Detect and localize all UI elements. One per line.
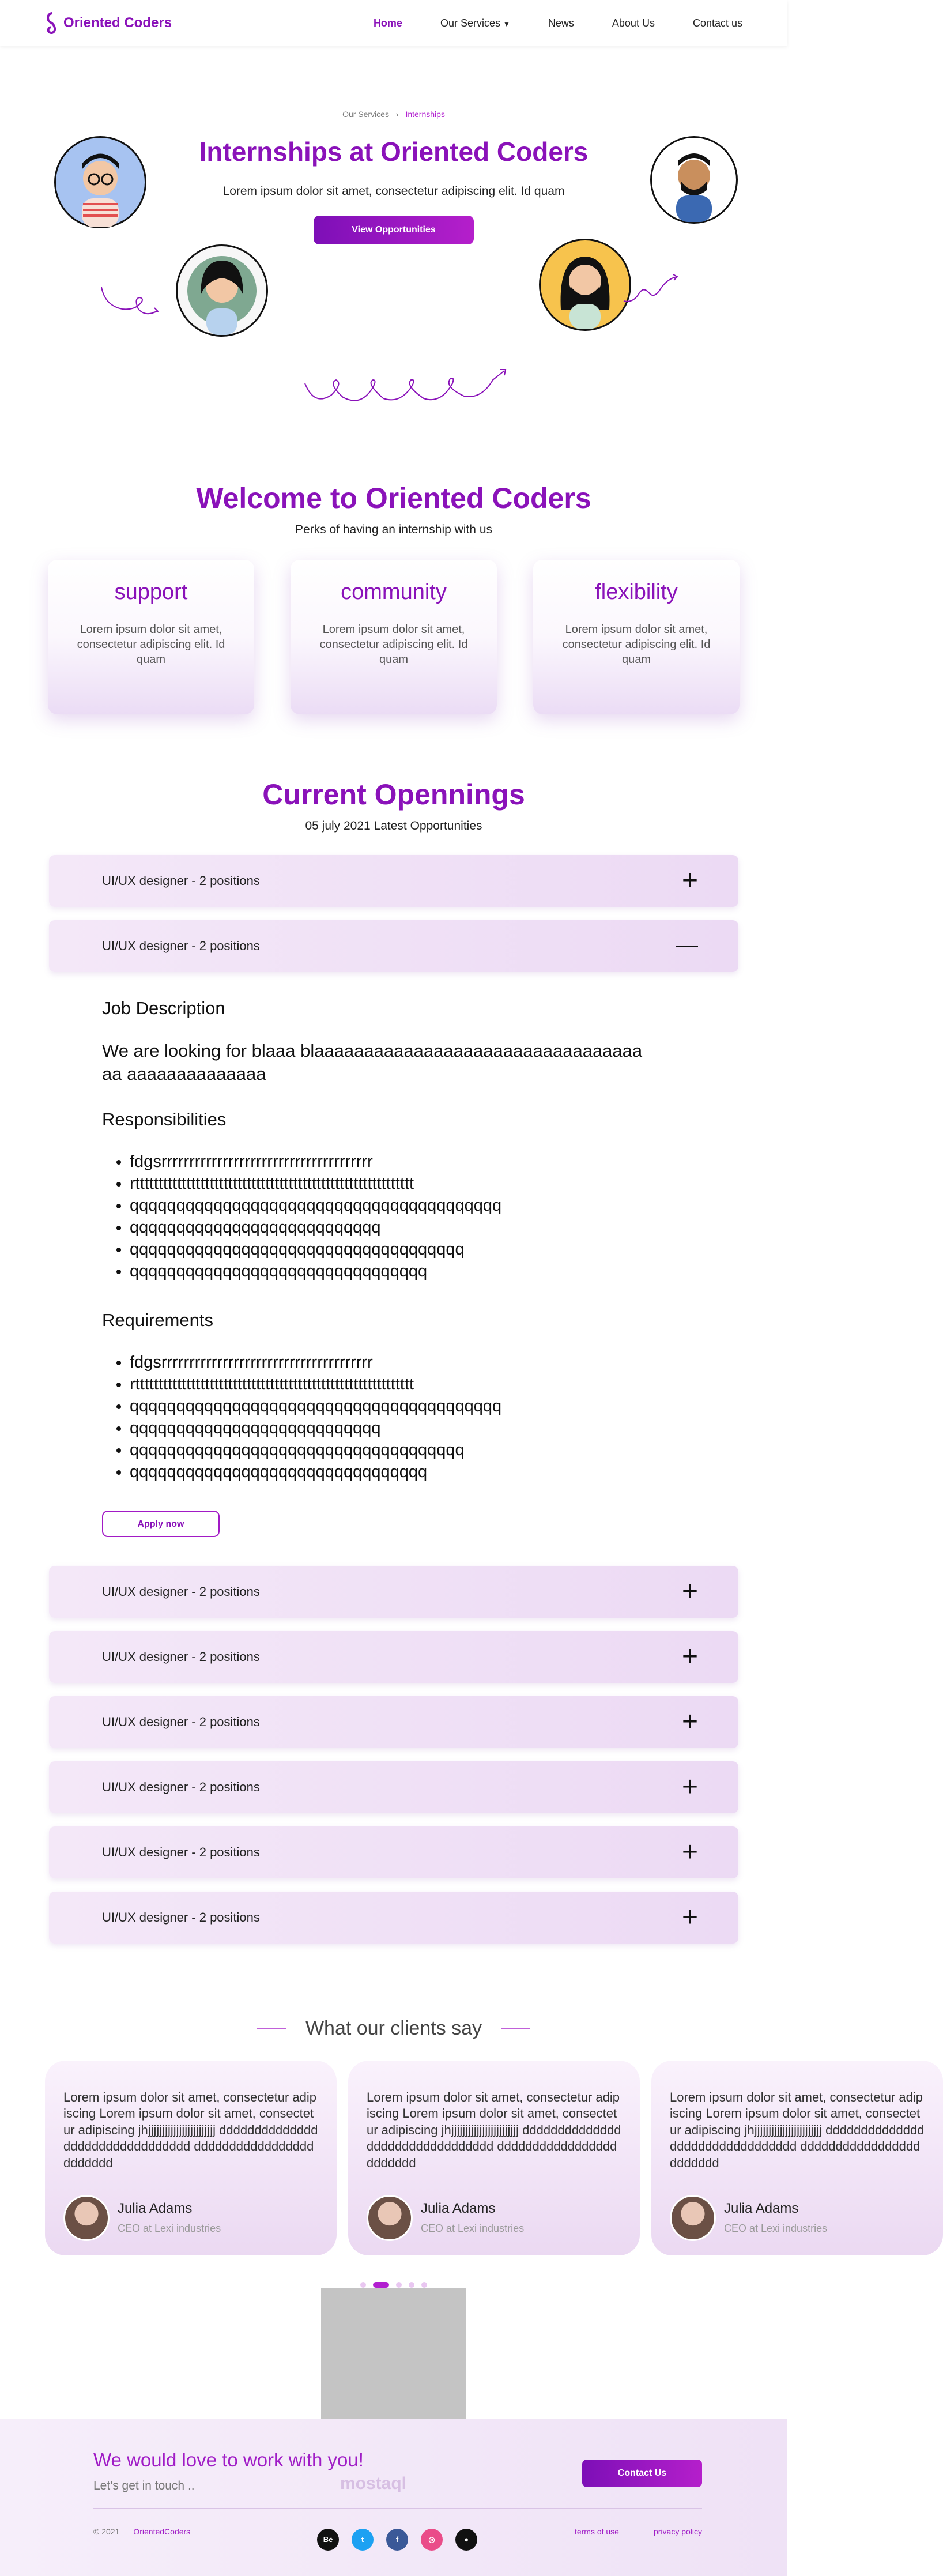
perk-card-title: support xyxy=(114,580,188,604)
hero-section xyxy=(0,46,787,415)
testimonial-card xyxy=(45,2061,337,2255)
breadcrumb-current: Internships xyxy=(405,110,445,119)
footer-subtext: Let's get in touch .. xyxy=(93,2479,195,2492)
accordion-item[interactable] xyxy=(49,1566,738,1618)
accordion-item-label: UI/UX designer - 2 positions xyxy=(102,1779,260,1794)
accordion-item-label: UI/UX designer - 2 positions xyxy=(102,1584,260,1599)
accordion-item[interactable] xyxy=(49,1761,738,1813)
avatar xyxy=(367,2195,413,2241)
testimonial-author xyxy=(670,2195,925,2241)
terms-link[interactable]: terms of use xyxy=(574,2526,619,2536)
plus-icon[interactable]: + xyxy=(681,1576,698,1607)
carousel-dots xyxy=(0,2282,787,2288)
avatar-illustration-2 xyxy=(176,244,268,337)
testimonial-author xyxy=(367,2195,621,2241)
list-item: • rtttttttttttttttttttttttttttttttttttttttttttttttttttttttttttt xyxy=(130,1373,738,1395)
testimonials-title xyxy=(257,2017,530,2040)
author-role: CEO at Lexi industries xyxy=(421,2223,525,2235)
logo-icon xyxy=(45,12,60,34)
perk-card-support xyxy=(48,560,254,714)
openings-subtitle: 05 july 2021 Latest Opportunities xyxy=(305,819,482,833)
plus-icon[interactable]: + xyxy=(681,1771,698,1802)
image-placeholder xyxy=(321,2288,466,2420)
perk-card-community xyxy=(291,560,497,714)
author-name: Julia Adams xyxy=(118,2201,193,2217)
accordion-item[interactable] xyxy=(49,1826,738,1878)
testimonial-card xyxy=(348,2061,640,2255)
testimonial-text: Lorem ipsum dolor sit amet, consectetur adipiscing Lorem ipsum dolor sit amet, consectetur adipiscing jhjjjjjjjjjjjjjjjjjjjjjjjj dddddddddddddddddddddddddddddddd dddddddddddddddddddddddd xyxy=(670,2089,925,2170)
avatar-illustration-4 xyxy=(650,136,738,224)
accordion-item-label: UI/UX designer - 2 positions xyxy=(102,1844,260,1859)
top-nav xyxy=(0,0,787,46)
accordion-item[interactable] xyxy=(49,1696,738,1748)
social-links xyxy=(317,2529,477,2551)
accordion-item[interactable] xyxy=(49,1631,738,1683)
avatar-illustration-1 xyxy=(54,136,146,228)
accordion-item-label: UI/UX designer - 2 positions xyxy=(102,1714,260,1729)
plus-icon[interactable]: + xyxy=(681,865,698,896)
carousel-dot[interactable] xyxy=(396,2282,402,2288)
privacy-link[interactable]: privacy policy xyxy=(653,2526,702,2536)
list-item: • qqqqqqqqqqqqqqqqqqqqqqqqqqq xyxy=(130,1417,738,1439)
testimonial-card xyxy=(651,2061,943,2255)
nav-about-us[interactable]: About Us xyxy=(612,17,655,29)
list-item: • qqqqqqqqqqqqqqqqqqqqqqqqqqqqqqqqqqqqqqqq xyxy=(130,1195,738,1217)
job-description-heading: Job Description xyxy=(102,998,225,1018)
plus-icon[interactable]: + xyxy=(681,1836,698,1867)
divider xyxy=(257,2028,286,2029)
brand-name: Oriented Coders xyxy=(63,15,172,31)
copyright: © 2021 xyxy=(93,2526,120,2536)
accordion-item-label: UI/UX designer - 2 positions xyxy=(102,1649,260,1664)
job-details xyxy=(49,985,738,1566)
view-opportunities-button[interactable]: View Opportunities xyxy=(314,216,474,244)
responsibilities-list xyxy=(130,1151,738,1282)
requirements-heading: Requirements xyxy=(102,1309,213,1330)
avatar-illustration-3 xyxy=(539,239,631,331)
requirements-list xyxy=(130,1351,738,1483)
avatar xyxy=(63,2195,110,2241)
minus-icon[interactable] xyxy=(676,946,698,947)
perk-card-text: Lorem ipsum dolor sit amet, consectetur adipiscing elit. Id quam xyxy=(77,623,225,666)
list-item: • qqqqqqqqqqqqqqqqqqqqqqqqqqqqqqqqqqqq xyxy=(130,1238,738,1260)
accordion-item-label: UI/UX designer - 2 positions xyxy=(102,873,260,888)
openings-section xyxy=(0,778,787,1944)
chevron-down-icon: ▼ xyxy=(503,20,510,28)
perk-card-text: Lorem ipsum dolor sit amet, consectetur adipiscing elit. Id quam xyxy=(319,623,468,666)
decorative-squiggle-right xyxy=(621,271,679,306)
perk-card-title: flexibility xyxy=(595,580,678,604)
nav-links xyxy=(374,17,742,29)
welcome-subtitle: Perks of having an internship with us xyxy=(295,523,493,536)
carousel-dot-active[interactable] xyxy=(373,2282,389,2288)
page-title: Internships at Oriented Coders xyxy=(199,137,589,167)
brand-logo[interactable] xyxy=(45,12,172,34)
author-name: Julia Adams xyxy=(724,2201,799,2217)
carousel-dot[interactable] xyxy=(409,2282,414,2288)
welcome-section xyxy=(0,481,787,714)
welcome-title: Welcome to Oriented Coders xyxy=(196,482,591,514)
watermark-logo: mostaql xyxy=(340,2473,407,2493)
carousel-dot[interactable] xyxy=(360,2282,366,2288)
list-item: • qqqqqqqqqqqqqqqqqqqqqqqqqqqqqqqqqqqq xyxy=(130,1439,738,1461)
openings-accordion xyxy=(49,855,738,1944)
testimonials-title-text: What our clients say xyxy=(305,2017,482,2039)
nav-our-services-label: Our Services xyxy=(440,17,500,29)
accordion-item[interactable] xyxy=(49,1892,738,1944)
list-item: • qqqqqqqqqqqqqqqqqqqqqqqqqqqqqqqq xyxy=(130,1461,738,1483)
perk-cards xyxy=(0,560,787,714)
plus-icon[interactable]: + xyxy=(681,1641,698,1672)
list-item: • fdgsrrrrrrrrrrrrrrrrrrrrrrrrrrrrrrrrrrrrrr xyxy=(130,1351,738,1373)
dribbble-icon[interactable]: ◎ xyxy=(421,2529,443,2551)
breadcrumb-separator-icon: › xyxy=(395,110,399,119)
breadcrumb-root[interactable]: Our Services xyxy=(342,110,389,119)
list-item: • qqqqqqqqqqqqqqqqqqqqqqqqqqqqqqqqqqqqqqqq xyxy=(130,1395,738,1417)
job-description-text: We are looking for blaaa blaaaaaaaaaaaaaaaaaaaaaaaaaaaaaaaaaaa aaaaaaaaaaaaaa xyxy=(102,1041,643,1084)
plus-icon[interactable]: + xyxy=(681,1901,698,1933)
divider xyxy=(501,2028,530,2029)
accordion-item-label: UI/UX designer - 2 positions xyxy=(102,939,260,953)
twitter-icon[interactable]: t xyxy=(352,2529,374,2551)
testimonial-text: Lorem ipsum dolor sit amet, consectetur adipiscing Lorem ipsum dolor sit amet, consectetur adipiscing jhjjjjjjjjjjjjjjjjjjjjjjjj dddddddddddddddddddddddddddddddd dddddddddddddddddddddddd xyxy=(367,2089,621,2170)
plus-icon[interactable]: + xyxy=(681,1706,698,1737)
perk-card-flexibility xyxy=(533,560,740,714)
perk-card-title: community xyxy=(341,580,447,604)
testimonial-author xyxy=(63,2195,318,2241)
breadcrumb xyxy=(0,46,787,119)
contact-us-button[interactable]: Contact Us xyxy=(582,2460,702,2487)
nav-our-services[interactable] xyxy=(440,17,510,29)
footer-headline: We would love to work with you! xyxy=(93,2449,364,2470)
github-icon[interactable]: ● xyxy=(455,2529,477,2551)
decorative-squiggle-center xyxy=(303,366,516,412)
accordion-item-label: UI/UX designer - 2 positions xyxy=(102,1910,260,1925)
carousel-dot[interactable] xyxy=(421,2282,427,2288)
facebook-icon[interactable]: f xyxy=(386,2529,408,2551)
hero-subtitle: Lorem ipsum dolor sit amet, consectetur adipiscing elit. Id quam xyxy=(222,184,565,198)
nav-news[interactable]: News xyxy=(548,17,574,29)
perk-card-text: Lorem ipsum dolor sit amet, consectetur adipiscing elit. Id quam xyxy=(562,623,711,666)
testimonials-carousel[interactable] xyxy=(45,2061,925,2255)
apply-now-button[interactable]: Apply now xyxy=(102,1511,220,1537)
footer xyxy=(0,2419,787,2576)
author-role: CEO at Lexi industries xyxy=(724,2223,828,2235)
accordion-item-expanded[interactable] xyxy=(49,920,738,972)
list-item: • qqqqqqqqqqqqqqqqqqqqqqqqqqq xyxy=(130,1217,738,1238)
list-item: • qqqqqqqqqqqqqqqqqqqqqqqqqqqqqqqq xyxy=(130,1260,738,1282)
author-role: CEO at Lexi industries xyxy=(118,2223,221,2235)
decorative-squiggle-left xyxy=(99,283,163,323)
footer-brand[interactable]: OrientedCoders xyxy=(133,2526,191,2536)
nav-contact-us[interactable]: Contact us xyxy=(692,17,742,29)
nav-home[interactable]: Home xyxy=(373,17,402,29)
list-item: • rtttttttttttttttttttttttttttttttttttttttttttttttttttttttttttt xyxy=(130,1173,738,1195)
accordion-item[interactable] xyxy=(49,855,738,907)
testimonial-text: Lorem ipsum dolor sit amet, consectetur adipiscing Lorem ipsum dolor sit amet, consectetur adipiscing jhjjjjjjjjjjjjjjjjjjjjjjjj dddddddddddddddddddddddddddddddd dddddddddddddddddddddddd xyxy=(63,2089,318,2170)
openings-title: Current Opennings xyxy=(262,778,525,811)
responsibilities-heading: Responsibilities xyxy=(102,1109,227,1129)
list-item: • fdgsrrrrrrrrrrrrrrrrrrrrrrrrrrrrrrrrrrrrrr xyxy=(130,1151,738,1173)
avatar xyxy=(670,2195,716,2241)
testimonials-section xyxy=(0,2017,925,2420)
author-name: Julia Adams xyxy=(421,2201,496,2217)
behance-icon[interactable]: Bē xyxy=(317,2529,339,2551)
